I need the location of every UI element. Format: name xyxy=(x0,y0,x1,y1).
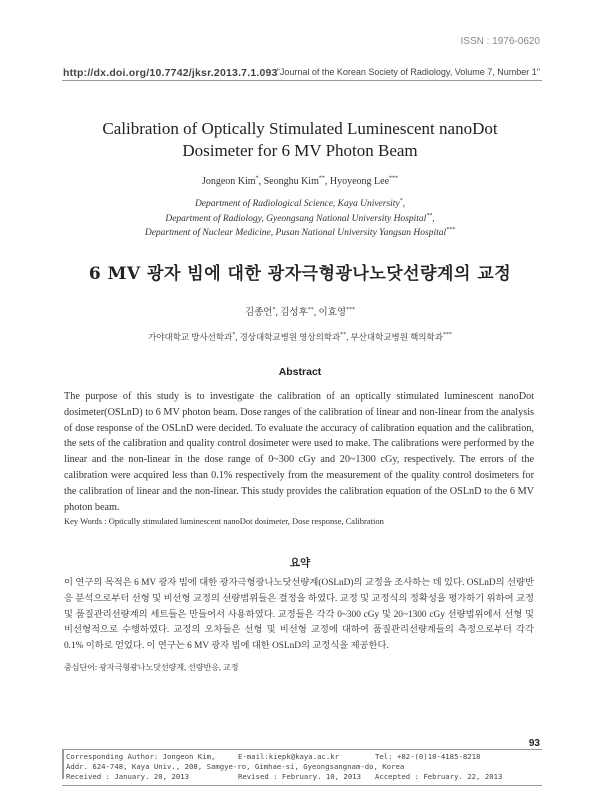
author-name: Hyoyeong Lee xyxy=(329,176,390,187)
header-rule xyxy=(62,80,542,81)
affiliation-line: Department of Radiology, Gyeongsang National University Hospital**, xyxy=(165,212,435,224)
accepted-date: Accepted : February. 22, 2013 xyxy=(375,772,503,781)
email[interactable]: E-mail:kiepk@kaya.ac.kr xyxy=(238,752,340,761)
received-date: Received : January. 20, 2013 xyxy=(66,772,190,781)
page-number: 93 xyxy=(528,738,540,749)
corresponding-author: Corresponding Author: Jongeon Kim, xyxy=(66,752,216,761)
paper-title-line-2: Dosimeter for 6 MV Photon Beam xyxy=(182,141,418,160)
author-name: Seonghu Kim xyxy=(263,176,319,187)
korean-abstract-body: 이 연구의 목적은 6 MV 광자 빔에 대한 광자극형광나노닷선량계(OSLnD)의 교정을 조사하는 데 있다. OSLnD의 선량반응 분석으로부터 선형 및 비선형 교정의 선량범위들은 결정을 하였다. 교정 및 교정식의 정확성을 평가하기 위하여 교정 및 품질관리선량계의 세트들은 만들어서 사용하였다. 교정들은 각각 0~300 cGy 및 20~1300 cGy 선량범위에서 선형 및 비선형적으로 수행하였다. 교정의 오차들은 선형 및 비선형 교정에 대하여 품질관리선량계들의 측정으로부터 각각 0.1% 이하로 얻었다. 이 연구는 6 MV 광자 빔에 대한 OSLnD의 교정식을 제공한다. xyxy=(64,578,534,652)
korean-author-name: 김성후 xyxy=(280,308,308,318)
doi-link[interactable]: http://dx.doi.org/10.7742/jksr.2013.7.1.093 xyxy=(63,67,278,79)
korean-affiliation-list: 가야대학교 방사선학과*, 경상대학교병원 영상의학과**, 부산대학교병원 핵의학과*** xyxy=(148,332,452,342)
revised-date: Revised : February. 10, 2013 xyxy=(238,772,362,781)
abstract-body: The purpose of this study is to investigate the calibration of an optically stimulated luminescent nanoDot dosimeter(OSLnD) to 6 MV photon beam. Dose ranges of the calibration of linear and non-linear from the analysis of dose response of the OSLnD were decided. To evaluate the accuracy of calibration equation and the calibration, the sets of the calibration and quality control dosimeter were used to make. The calibrations were performed by the linear and the non-linear in the dose range of 0~300 cGy and 20~1300 cGy, respectively. The errors of the calibration were acquired less than 0.1% respectively from the measurement of the quality control dosimeters for the calibration of linear and the non-linear. This study provides the calibration equation of the OSLnD to the 6 MV photon beam. xyxy=(64,391,534,513)
address: Addr. 624-748, Kaya Univ., 208, Samgye-ro, Gimhae-si, Gyeongsangnam-do, Korea xyxy=(66,762,405,771)
author-mark: ** xyxy=(318,175,325,182)
author-mark: * xyxy=(255,175,259,182)
paper-title xyxy=(0,118,600,162)
affiliation-list xyxy=(0,197,600,241)
korean-title: 6 MV 광자 빔에 대한 광자극형광나노닷선량계의 교정 xyxy=(88,264,512,284)
affiliation-line: Department of Radiological Science, Kaya University*, xyxy=(194,197,406,209)
affiliation-line: Department of Nuclear Medicine, Pusan National University Yangsan Hospital*** xyxy=(144,226,456,238)
keywords: Key Words : Optically stimulated luminescent nanoDot dosimeter, Dose response, Calibration xyxy=(64,516,384,526)
telephone: Tel: +82-(0)10-4185-8218 xyxy=(375,752,481,761)
korean-abstract-heading: 요약 xyxy=(289,557,311,569)
journal-name: "Journal of the Korean Society of Radiology, Volume 7, Number 1" xyxy=(276,67,540,77)
abstract-heading: Abstract xyxy=(278,366,322,378)
correspondence-footer xyxy=(62,749,542,786)
issn: ISSN : 1976-0620 xyxy=(460,36,540,47)
author-mark: *** xyxy=(389,175,399,182)
korean-author-name: 이효영 xyxy=(318,308,347,318)
korean-author-list: 김종언*, 김성후**, 이효영*** xyxy=(244,306,356,318)
korean-author-name: 김종언 xyxy=(244,308,273,318)
author-list: Jongeon Kim*, Seonghu Kim**, Hyoyeong Lee*** xyxy=(201,175,399,187)
paper-title-line-1: Calibration of Optically Stimulated Luminescent nanoDot xyxy=(102,119,498,138)
korean-keywords: 중심단어: 광자극형광나노닷선량계, 선량반응, 교정 xyxy=(64,663,239,672)
author-name: Jongeon Kim xyxy=(201,176,256,187)
